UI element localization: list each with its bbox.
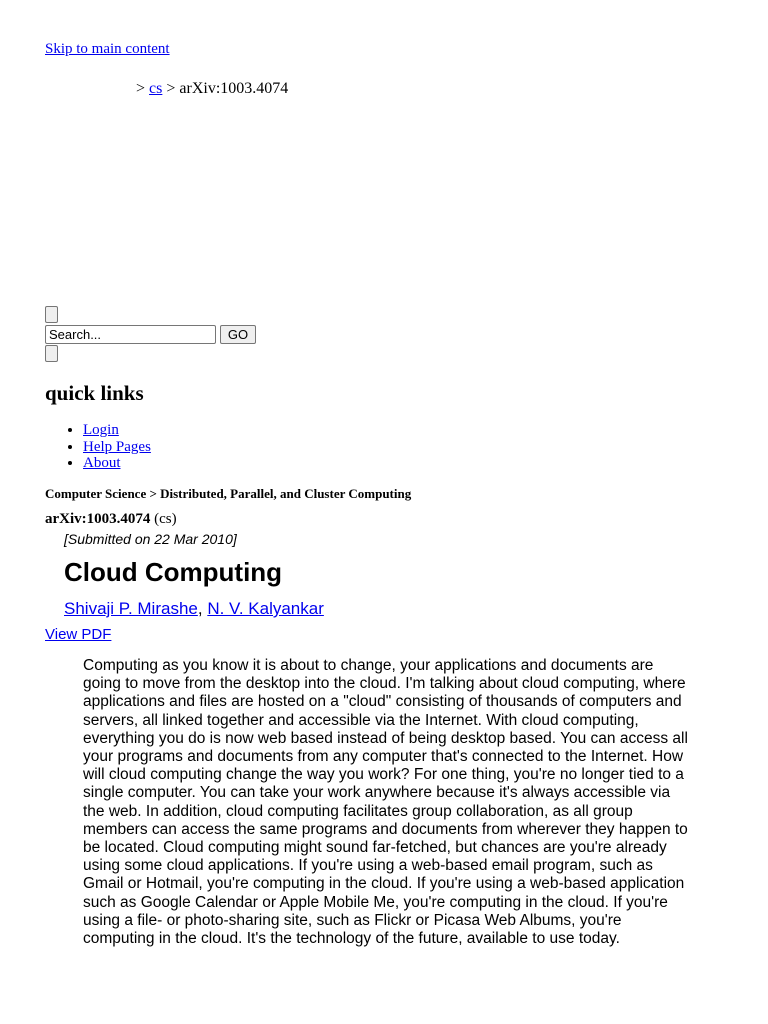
help-pages-link[interactable]: Help Pages <box>83 438 151 455</box>
submission-date: [Submitted on 22 Mar 2010] <box>64 531 237 547</box>
list-item <box>83 455 151 472</box>
login-link[interactable]: Login <box>83 422 119 438</box>
quick-links-list <box>45 422 151 472</box>
arxiv-id-text: arXiv:1003.4074 <box>45 511 151 527</box>
abstract-text: Computing as you know it is about to change, your applications and documents are going to move from the desktop into the cloud. I'm talking about cloud computing, where applications and files are hosted on a "cloud" consisting of thousands of computers and servers, all linked together and accessible via the Internet. With cloud computing, everything you do is now web based instead of being desktop based. You can access all your programs and documents from any computer that's connected to the Internet. How will cloud computing change the way you work? For one thing, you're no longer tied to a single computer. You can take your work anywhere because it's always accessible via the web. In addition, cloud computing facilitates group collaboration, as all group members can access the same programs and documents from wherever they happen to be located. Cloud computing might sound far-fetched, but chances are you're already using some cloud applications. If you're using a web-based email program, such as Gmail or Hotmail, you're computing in the cloud. If you're using a web-based application such as Google Calendar or Apple Mobile Me, you're computing in the cloud. If you're using a file- or photo-sharing site, such as Flickr or Picasa Web Albums, you're computing in the cloud. It's the technology of the future, available to use today. <box>83 657 688 948</box>
author-link[interactable]: N. V. Kalyankar <box>207 599 324 618</box>
search-input[interactable] <box>45 325 216 344</box>
breadcrumb-separator: > <box>136 80 146 97</box>
author-list <box>64 598 324 619</box>
about-link[interactable]: About <box>83 455 121 471</box>
arxiv-identifier <box>45 510 177 528</box>
subject-header: Computer Science > Distributed, Parallel, and Cluster Computing <box>45 486 412 501</box>
skip-to-main-link[interactable]: Skip to main content <box>45 41 170 57</box>
paper-title: Cloud Computing <box>64 557 283 587</box>
search-go-button[interactable]: GO <box>220 325 256 344</box>
search-options-button[interactable] <box>45 306 58 323</box>
author-link[interactable]: Shivaji P. Mirashe <box>64 599 198 618</box>
author-separator: , <box>197 599 203 618</box>
breadcrumb-current: arXiv:1003.4074 <box>179 80 289 97</box>
search-help-button[interactable] <box>45 345 58 362</box>
list-item <box>83 422 151 439</box>
breadcrumb <box>136 79 288 98</box>
breadcrumb-cs-link[interactable]: cs <box>149 80 163 97</box>
arxiv-category: (cs) <box>154 511 177 527</box>
view-pdf-link[interactable]: View PDF <box>45 626 112 643</box>
quick-links-heading: quick links <box>45 381 144 405</box>
list-item <box>83 439 151 456</box>
breadcrumb-separator: > <box>166 80 176 97</box>
